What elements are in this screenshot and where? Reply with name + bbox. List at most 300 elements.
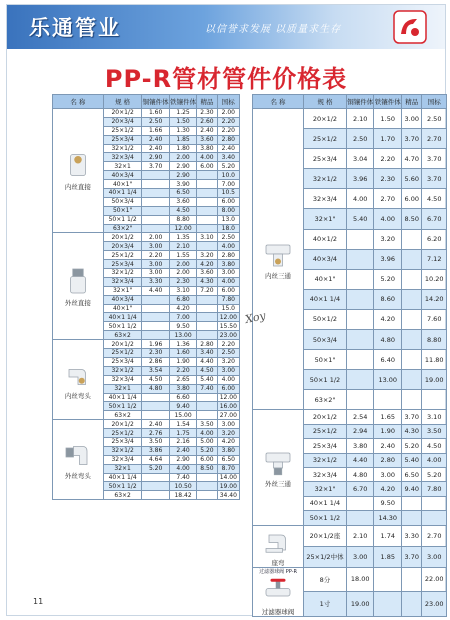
price-cell (142, 491, 169, 500)
spec-cell: 40×1 1/4 (304, 496, 347, 510)
spec-cell: 25×3/4 (103, 437, 142, 446)
spec-cell: 40×1 1/4 (103, 473, 142, 482)
price-cell: 1.90 (374, 424, 402, 438)
price-cell: 7.12 (422, 249, 447, 269)
catalog-page (6, 4, 446, 616)
price-cell: 4.50 (422, 439, 447, 453)
price-cell: 3.80 (217, 260, 239, 269)
spec-cell: 50×3/4 (304, 330, 347, 350)
price-cell: 5.20 (422, 467, 447, 481)
spec-cell: 25×3/4 (304, 439, 347, 453)
price-cell: 2.20 (142, 251, 169, 260)
price-row (53, 233, 240, 242)
spec-cell: 40×3/4 (103, 295, 142, 304)
price-cell (402, 229, 422, 249)
price-cell: 6.60 (169, 393, 196, 402)
price-cell: 6.70 (422, 209, 447, 229)
price-cell: 27.00 (217, 411, 239, 420)
price-cell (402, 511, 422, 525)
header-col: 铜镶件体 (346, 95, 374, 109)
header-col: 规 格 (304, 95, 347, 109)
price-cell (142, 304, 169, 313)
right-price-table (252, 94, 447, 617)
price-cell: 4.80 (374, 330, 402, 350)
price-cell: 4.40 (346, 453, 374, 467)
price-cell: 22.00 (422, 567, 447, 592)
spec-cell: 20×1/2 (103, 420, 142, 429)
price-cell: 12.00 (217, 313, 239, 322)
spec-cell: 25×3/4 (103, 135, 142, 144)
price-cell: 2.70 (422, 129, 447, 149)
spec-cell: 40×1 1/4 (103, 189, 142, 198)
price-cell: 3.20 (374, 229, 402, 249)
price-cell: 2.70 (374, 189, 402, 209)
price-cell: 4.00 (346, 189, 374, 209)
price-cell: 6.20 (422, 229, 447, 249)
spec-cell: 40×1" (103, 180, 142, 189)
price-cell: 2.80 (217, 135, 239, 144)
price-cell (197, 206, 217, 215)
header-col: 精品 (402, 95, 422, 109)
price-cell (197, 180, 217, 189)
price-cell: 5.20 (217, 162, 239, 171)
price-cell: 9.40 (169, 402, 196, 411)
price-cell: 3.80 (169, 384, 196, 393)
price-cell: 18.0 (217, 224, 239, 233)
product-name: 内丝直接 (64, 183, 91, 192)
spec-cell: 32×1 (103, 384, 142, 393)
price-cell: 1.50 (374, 109, 402, 129)
price-cell (402, 330, 422, 350)
price-cell (346, 269, 374, 289)
price-cell: 4.20 (197, 260, 217, 269)
price-cell: 4.00 (217, 242, 239, 251)
price-cell: 1.30 (169, 126, 196, 135)
price-cell: 6.50 (169, 189, 196, 198)
spec-cell: 25×1/2 (103, 251, 142, 260)
price-cell: 3.20 (197, 251, 217, 260)
price-cell (142, 189, 169, 198)
price-cell: 1.85 (169, 135, 196, 144)
price-cell: 2.40 (374, 439, 402, 453)
price-cell: 2.90 (169, 162, 196, 171)
price-cell: 8.80 (169, 215, 196, 224)
price-cell (142, 197, 169, 206)
price-cell: 4.64 (142, 455, 169, 464)
price-cell: 6.40 (374, 350, 402, 370)
price-cell: 3.00 (217, 269, 239, 278)
price-cell (142, 313, 169, 322)
right-table-header (253, 95, 447, 109)
spec-cell: 50×1 1/2 (103, 322, 142, 331)
price-cell: 3.00 (217, 366, 239, 375)
price-cell: 18.00 (346, 567, 374, 592)
spec-cell: 40×1 1/4 (103, 313, 142, 322)
price-cell (197, 313, 217, 322)
spec-cell: 32×3/4 (103, 455, 142, 464)
spec-cell: 40×3/4 (304, 249, 347, 269)
spec-cell: 32×3/4 (103, 153, 142, 162)
price-cell: 5.60 (402, 169, 422, 189)
price-cell (422, 511, 447, 525)
price-row (253, 109, 447, 129)
price-cell (346, 309, 374, 329)
price-cell: 1.66 (142, 126, 169, 135)
price-cell: 7.40 (197, 384, 217, 393)
price-cell: 4.00 (217, 375, 239, 384)
price-cell: 2.10 (346, 109, 374, 129)
ball-valve-icon (263, 575, 293, 605)
price-cell: 6.00 (217, 197, 239, 206)
spec-cell: 50×1 1/2 (103, 215, 142, 224)
spec-cell: 20×1/2座 (304, 525, 347, 546)
price-cell (374, 567, 402, 592)
spec-cell: 25×1/2 (103, 126, 142, 135)
price-cell: 3.00 (422, 546, 447, 567)
price-cell: 2.30 (142, 349, 169, 358)
price-cell: 2.30 (374, 169, 402, 189)
spec-cell: 25×1/2中体 (304, 546, 347, 567)
price-cell (142, 402, 169, 411)
price-cell: 19.00 (217, 482, 239, 491)
spec-cell: 50×1 1/2 (103, 402, 142, 411)
spec-cell: 20×1/2 (103, 233, 142, 242)
spec-cell: 32×1 (103, 464, 142, 473)
header-col: 铁镶件体 (374, 95, 402, 109)
price-cell (197, 242, 217, 251)
price-cell: 9.40 (402, 482, 422, 496)
spec-cell: 25×1/2 (304, 424, 347, 438)
spec-cell: 63×2" (304, 390, 347, 410)
price-cell: 5.20 (374, 269, 402, 289)
price-cell: 18.42 (169, 491, 196, 500)
price-cell (197, 331, 217, 340)
price-cell (402, 567, 422, 592)
price-cell: 4.30 (402, 424, 422, 438)
price-cell (346, 289, 374, 309)
price-cell: 3.00 (142, 260, 169, 269)
price-cell: 3.30 (402, 525, 422, 546)
spec-cell: 25×3/4 (103, 357, 142, 366)
spec-cell: 25×3/4 (103, 260, 142, 269)
spec-cell: 40×3/4 (103, 171, 142, 180)
price-cell: 3.10 (169, 286, 196, 295)
spec-cell: 25×1/2 (103, 349, 142, 358)
price-cell: 7.20 (197, 286, 217, 295)
price-cell (402, 370, 422, 390)
spec-cell: 63×2 (103, 411, 142, 420)
price-cell: 4.50 (197, 366, 217, 375)
price-cell: 2.80 (374, 453, 402, 467)
spec-cell: 20×1/2 (103, 340, 142, 349)
price-cell: 3.50 (142, 437, 169, 446)
price-cell (197, 224, 217, 233)
price-cell: 2.80 (217, 251, 239, 260)
price-cell: 7.00 (217, 180, 239, 189)
price-cell: 13.00 (374, 370, 402, 390)
price-row (253, 567, 447, 592)
price-cell (402, 390, 422, 410)
header-col: 铜镶件体 (142, 95, 169, 109)
price-cell: 2.90 (142, 153, 169, 162)
price-cell: 3.30 (142, 277, 169, 286)
price-cell: 5.20 (402, 439, 422, 453)
price-cell: 10.0 (217, 171, 239, 180)
spec-cell: 40×1" (304, 269, 347, 289)
price-cell: 4.00 (197, 153, 217, 162)
price-cell: 2.80 (197, 340, 217, 349)
price-cell (142, 295, 169, 304)
price-cell: 2.00 (169, 153, 196, 162)
price-cell: 3.70 (402, 129, 422, 149)
price-cell: 1.75 (169, 429, 196, 438)
spec-cell: 20×3/4 (103, 242, 142, 251)
price-cell: 4.50 (169, 206, 196, 215)
price-cell (142, 180, 169, 189)
price-cell (142, 215, 169, 224)
price-cell: 2.30 (169, 277, 196, 286)
price-cell: 34.40 (217, 491, 239, 500)
price-cell (346, 390, 374, 410)
price-cell: 3.60 (197, 135, 217, 144)
price-cell (197, 322, 217, 331)
spec-cell: 63×2 (103, 331, 142, 340)
price-cell: 5.40 (197, 375, 217, 384)
product-cell (53, 420, 104, 500)
price-cell: 3.70 (422, 149, 447, 169)
price-cell: 3.60 (169, 197, 196, 206)
spec-cell: 1寸 (304, 592, 347, 617)
product-name: 外丝弯头 (64, 472, 91, 481)
price-cell: 8.60 (374, 289, 402, 309)
price-cell: 3.70 (422, 169, 447, 189)
price-cell: 2.16 (169, 437, 196, 446)
male-elbow-icon (63, 439, 93, 469)
price-cell: 10.50 (169, 482, 196, 491)
product-cell (53, 233, 104, 340)
price-cell: 6.50 (217, 455, 239, 464)
price-cell (142, 482, 169, 491)
product-cell (53, 109, 104, 233)
price-cell: 8.80 (422, 330, 447, 350)
price-cell: 6.50 (402, 467, 422, 481)
spec-cell: 63×2 (103, 491, 142, 500)
price-cell: 19.00 (422, 370, 447, 390)
price-cell: 14.00 (217, 473, 239, 482)
price-cell: 4.40 (197, 357, 217, 366)
price-cell: 23.00 (422, 592, 447, 617)
price-cell: 4.00 (197, 429, 217, 438)
price-cell: 6.00 (197, 162, 217, 171)
price-cell: 6.80 (169, 295, 196, 304)
price-cell (197, 215, 217, 224)
price-cell: 12.00 (169, 224, 196, 233)
price-cell: 3.54 (142, 366, 169, 375)
price-cell: 2.50 (142, 117, 169, 126)
header-name: 名 称 (253, 95, 304, 109)
price-cell (197, 411, 217, 420)
price-cell: 2.20 (169, 366, 196, 375)
header-col: 国标 (217, 95, 239, 109)
price-cell: 2.50 (346, 129, 374, 149)
price-cell: 8.50 (197, 464, 217, 473)
slogan: 以信誉求发展 以质量求生存 (205, 24, 342, 35)
spec-cell: 32×3/4 (304, 467, 347, 481)
header-banner (7, 5, 445, 49)
price-cell: 4.00 (169, 464, 196, 473)
price-cell: 3.70 (402, 410, 422, 424)
price-cell: 4.70 (402, 149, 422, 169)
spec-cell: 32×1/2 (103, 269, 142, 278)
product-cell (53, 340, 104, 420)
price-cell: 2.00 (142, 233, 169, 242)
price-cell: 9.50 (169, 322, 196, 331)
price-cell: 2.50 (217, 233, 239, 242)
price-cell (142, 322, 169, 331)
price-cell (197, 189, 217, 198)
spec-cell: 32×3/4 (304, 189, 347, 209)
page-title: PP-R管材管件价格表 (104, 65, 348, 93)
price-cell: 1.54 (169, 420, 196, 429)
page-number: 11 (33, 597, 44, 606)
price-cell: 3.10 (422, 410, 447, 424)
product-name: 内丝弯头 (64, 392, 91, 401)
spec-cell: 32×3/4 (103, 375, 142, 384)
product-cell (253, 567, 304, 616)
price-cell: 2.10 (346, 525, 374, 546)
header-col: 规 格 (103, 95, 142, 109)
price-cell (197, 402, 217, 411)
price-cell: 4.20 (217, 437, 239, 446)
price-cell: 2.40 (197, 126, 217, 135)
price-cell: 7.00 (169, 313, 196, 322)
price-cell: 3.80 (217, 446, 239, 455)
price-cell: 4.20 (169, 304, 196, 313)
price-cell: 6.00 (217, 384, 239, 393)
spec-cell: 50×1/2 (304, 309, 347, 329)
price-cell: 1.36 (169, 340, 196, 349)
price-cell (197, 482, 217, 491)
price-row (53, 340, 240, 349)
spec-cell: 63×2" (103, 224, 142, 233)
price-cell: 2.76 (142, 429, 169, 438)
price-row (53, 109, 240, 118)
price-cell: 10.5 (217, 189, 239, 198)
price-cell: 6.70 (346, 482, 374, 496)
header-name: 名 称 (53, 95, 104, 109)
product-name: 座弯 (271, 558, 285, 567)
price-cell: 1.85 (374, 546, 402, 567)
female-tee-icon (263, 239, 293, 269)
spec-cell: 20×1/2 (304, 410, 347, 424)
price-cell: 4.40 (142, 286, 169, 295)
price-cell: 9.50 (374, 496, 402, 510)
price-cell (402, 309, 422, 329)
price-cell (346, 229, 374, 249)
price-cell (197, 491, 217, 500)
spec-cell: 20×3/4 (103, 117, 142, 126)
product-name: 过滤器球阀 (261, 607, 295, 616)
price-cell: 2.00 (169, 260, 196, 269)
spec-cell: 50×1 1/2 (304, 370, 347, 390)
price-cell: 2.54 (346, 410, 374, 424)
price-cell: 5.00 (197, 437, 217, 446)
price-cell: 2.50 (217, 349, 239, 358)
price-cell (142, 473, 169, 482)
price-cell: 14.20 (422, 289, 447, 309)
price-cell (197, 197, 217, 206)
product-caption: 过滤器球阀 PP-R (259, 568, 297, 575)
price-cell: 5.20 (197, 446, 217, 455)
price-cell: 1.60 (142, 109, 169, 118)
price-cell: 6.00 (402, 189, 422, 209)
male-coupling-icon (63, 266, 93, 296)
price-cell: 4.50 (422, 189, 447, 209)
company-logo (393, 10, 427, 44)
product-name: 内丝三通 (265, 271, 292, 280)
price-cell: 8.50 (402, 209, 422, 229)
price-cell (422, 496, 447, 510)
product-cell (253, 109, 304, 410)
spec-cell: 25×1/2 (103, 429, 142, 438)
price-cell: 4.80 (346, 467, 374, 481)
spec-cell: 40×1/2 (304, 229, 347, 249)
price-cell: 2.40 (217, 144, 239, 153)
price-cell: 15.0 (217, 304, 239, 313)
price-cell: 1.74 (374, 525, 402, 546)
price-cell: 1.60 (169, 349, 196, 358)
price-cell: 2.20 (217, 126, 239, 135)
spec-cell: 32×1" (304, 209, 347, 229)
price-cell (346, 370, 374, 390)
price-cell: 2.60 (197, 117, 217, 126)
price-cell: 1.90 (169, 357, 196, 366)
price-cell: 2.40 (142, 135, 169, 144)
price-cell (142, 331, 169, 340)
price-cell: 7.60 (422, 309, 447, 329)
spec-cell: 8分 (304, 567, 347, 592)
price-cell: 3.10 (197, 233, 217, 242)
price-cell: 5.40 (346, 209, 374, 229)
price-cell: 23.00 (217, 331, 239, 340)
price-cell (197, 171, 217, 180)
price-cell: 4.20 (374, 482, 402, 496)
spec-cell: 32×1/2 (304, 169, 347, 189)
price-cell: 3.90 (169, 180, 196, 189)
price-cell: 4.30 (197, 277, 217, 286)
spec-cell: 32×1/2 (103, 446, 142, 455)
price-cell (402, 350, 422, 370)
header-col: 国标 (422, 95, 447, 109)
price-cell: 2.40 (142, 420, 169, 429)
price-cell: 2.50 (422, 109, 447, 129)
price-cell: 3.04 (346, 149, 374, 169)
price-cell (402, 496, 422, 510)
price-cell (197, 393, 217, 402)
price-cell: 4.00 (374, 209, 402, 229)
price-cell: 2.90 (169, 455, 196, 464)
product-cell (253, 410, 304, 525)
price-cell: 7.40 (169, 473, 196, 482)
price-cell: 13.0 (217, 215, 239, 224)
spec-cell: 50×1" (304, 350, 347, 370)
price-cell: 8.70 (217, 464, 239, 473)
price-cell: 3.00 (217, 420, 239, 429)
spec-cell: 50×1" (103, 206, 142, 215)
spec-cell: 32×3/4 (103, 277, 142, 286)
price-cell: 2.65 (169, 375, 196, 384)
price-cell: 2.20 (217, 340, 239, 349)
